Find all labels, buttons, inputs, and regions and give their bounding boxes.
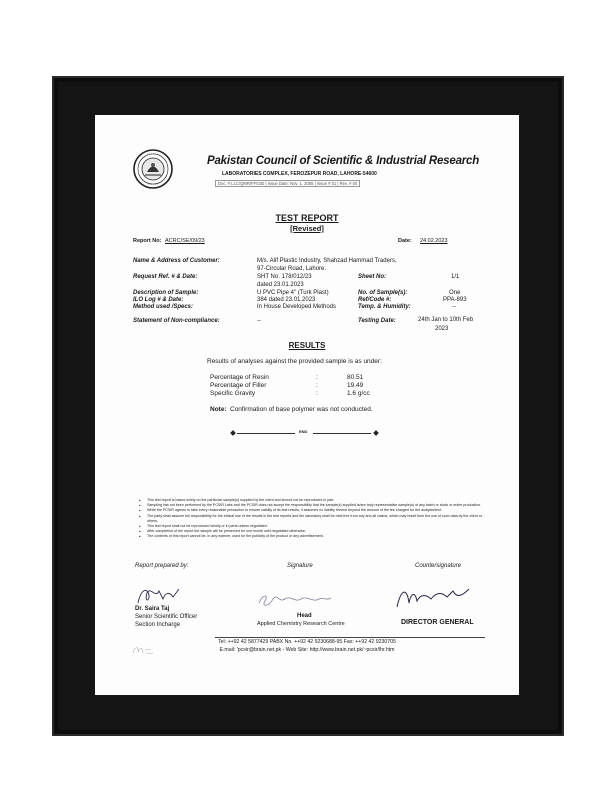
description-value: U PVC Pipe 4" (Turk Plast) bbox=[257, 290, 329, 296]
ilo-label: ILO Log # & Date: bbox=[133, 297, 184, 303]
refcode-value: PPA-893 bbox=[443, 297, 467, 303]
director-signature-icon bbox=[393, 585, 473, 611]
testing-date-line-2: 2023 bbox=[435, 326, 449, 332]
head-department: Applied Chemistry Research Centre bbox=[257, 621, 345, 627]
result-value: 80.51 bbox=[347, 374, 364, 381]
sheet-label: Sheet No: bbox=[358, 274, 387, 280]
head-signature-icon bbox=[255, 589, 335, 611]
end-marker-line bbox=[313, 433, 371, 434]
prepared-by-label: Report prepared by: bbox=[135, 563, 189, 569]
result-name: Percentage of Resin bbox=[210, 374, 269, 381]
noncompliance-label: Statement of Non-compliance: bbox=[133, 318, 220, 324]
samples-label: No. of Sample(s): bbox=[358, 290, 408, 296]
disclaimer-item: • The contents of this report cannot be, in any manner, used for the publicity of the product or any advertisement. bbox=[139, 534, 484, 539]
testing-date-line-1: 24th Jan to 10th Feb bbox=[418, 317, 474, 323]
method-label: Method used /Specs: bbox=[133, 304, 194, 310]
customer-line-1: M/s. Alif Plastic Industry, Shahzad Hammad Traders, bbox=[257, 258, 397, 264]
report-revised-tag: [Revised] bbox=[290, 224, 324, 233]
results-intro: Results of analyses against the provided sample is as under: bbox=[207, 358, 382, 365]
disclaimer-list bbox=[139, 498, 484, 540]
end-marker-text: END bbox=[299, 429, 308, 434]
report-date-label: Date: bbox=[398, 238, 412, 244]
countersignature-label: Countersignature bbox=[415, 563, 462, 569]
director-title: DIRECTOR GENERAL bbox=[401, 619, 474, 626]
description-label: Description of Sample: bbox=[133, 290, 199, 296]
preparer-name: Dr. Saira Taj bbox=[135, 606, 170, 612]
request-label: Request Ref. # & Date: bbox=[133, 274, 198, 280]
signature-label: Signature bbox=[287, 563, 313, 569]
disclaimer-item: • While the PCSIR agrees to take every reasonable precaution to ensure validity of its test results, it assumes no liability thereof beyond the amount of the fee charged for the analysis/test. bbox=[139, 508, 484, 513]
footer-email: E.mail: 'pcsir@brain.net.pk - Web Site: http://www.brain.net.pk/~pcsir/lhr.htm bbox=[219, 647, 395, 653]
report-no-value: ACRC/SE/09/23 bbox=[165, 238, 205, 244]
request-line-2: dated 23.01.2023 bbox=[257, 282, 304, 288]
footer-divider bbox=[215, 637, 485, 638]
testing-date-label: Testing Date: bbox=[358, 318, 396, 324]
end-marker-dot-icon bbox=[230, 430, 236, 436]
result-value: 1.6 g/cc bbox=[347, 390, 370, 397]
results-heading: RESULTS bbox=[288, 341, 326, 350]
preparer-signature-icon bbox=[135, 585, 185, 607]
sheet-value: 1/1 bbox=[451, 274, 460, 280]
footer-contact: Tel: ++92 42 5877429 PABX No. ++92 42 9230688-95 Fax: ++92 42 9230705 bbox=[218, 639, 396, 645]
document-reference: Doc. # LLC/QMR/FF/030 | Issue Date: Nov. 1, 2005 | Issue # 01 | Rev. # 00 bbox=[215, 180, 360, 187]
pcsir-seal-icon bbox=[133, 149, 173, 189]
report-date-value: 24.02.2023 bbox=[420, 238, 448, 244]
samples-value: One bbox=[449, 290, 461, 296]
end-marker-line bbox=[237, 433, 295, 434]
disclaimer-item: • This test report is based solely on the particular sample(s) supplied by the client and should not be reproduced in part. bbox=[139, 498, 484, 503]
disclaimer-item: • After completion of the report the sample will be preserved for one month until negotiated otherwise. bbox=[139, 529, 484, 534]
result-name: Specific Gravity bbox=[210, 390, 256, 397]
preparer-section: Section Incharge bbox=[135, 622, 181, 628]
result-sep: : bbox=[316, 390, 318, 397]
request-line-1: SHT No. 178/012/23 bbox=[257, 274, 312, 280]
result-sep: : bbox=[316, 382, 318, 389]
customer-label: Name & Address of Customer: bbox=[133, 258, 220, 264]
preparer-title: Senior Scientific Officer bbox=[135, 614, 198, 620]
refcode-label: Ref/Code #: bbox=[358, 297, 392, 303]
disclaimer-item: • The party shall assume full responsibility for the ethical use of the results in the test reports and the laboratory shall be held free from any and all claims, which may result from the use of such data by the client or others. bbox=[139, 514, 484, 524]
pencil-mark-icon bbox=[131, 643, 155, 657]
result-value: 19.49 bbox=[347, 382, 364, 389]
disclaimer-item: • This test report shall not be reproduced wholly or in parts unless negotiated. bbox=[139, 524, 484, 529]
disclaimer-item: • Sampling has not been performed by the PCSIR Labs and the PCSIR does not accept the responsibility that the sample(s) supplied is/are truly representative sample(s) of any batch or stock or entire production. bbox=[139, 503, 484, 508]
temp-value: -- bbox=[452, 304, 456, 310]
report-title: TEST REPORT bbox=[275, 213, 339, 223]
noncompliance-value: -- bbox=[257, 318, 261, 324]
end-marker-dot-icon bbox=[373, 430, 379, 436]
result-sep: : bbox=[316, 374, 318, 381]
note-text: Confirmation of base polymer was not conducted. bbox=[230, 406, 373, 413]
report-no-label: Report No: bbox=[133, 238, 162, 244]
result-name: Percentage of Filler bbox=[210, 382, 267, 389]
organization-name: Pakistan Council of Scientific & Industrial Research bbox=[207, 155, 480, 167]
head-title: Head bbox=[297, 613, 312, 619]
customer-line-2: 97-Circular Road, Lahore. bbox=[257, 266, 327, 272]
method-value: In House Developed Methods bbox=[257, 304, 337, 310]
ilo-value: 384 dated 23.01.2023 bbox=[257, 297, 316, 303]
temp-label: Temp. & Humidity: bbox=[358, 304, 411, 310]
test-report-document bbox=[95, 115, 519, 695]
note-label: Note: bbox=[210, 406, 227, 413]
organization-address: LABORATORIES COMPLEX, FEROZEPUR ROAD, LAHORE-54600 bbox=[222, 171, 377, 177]
